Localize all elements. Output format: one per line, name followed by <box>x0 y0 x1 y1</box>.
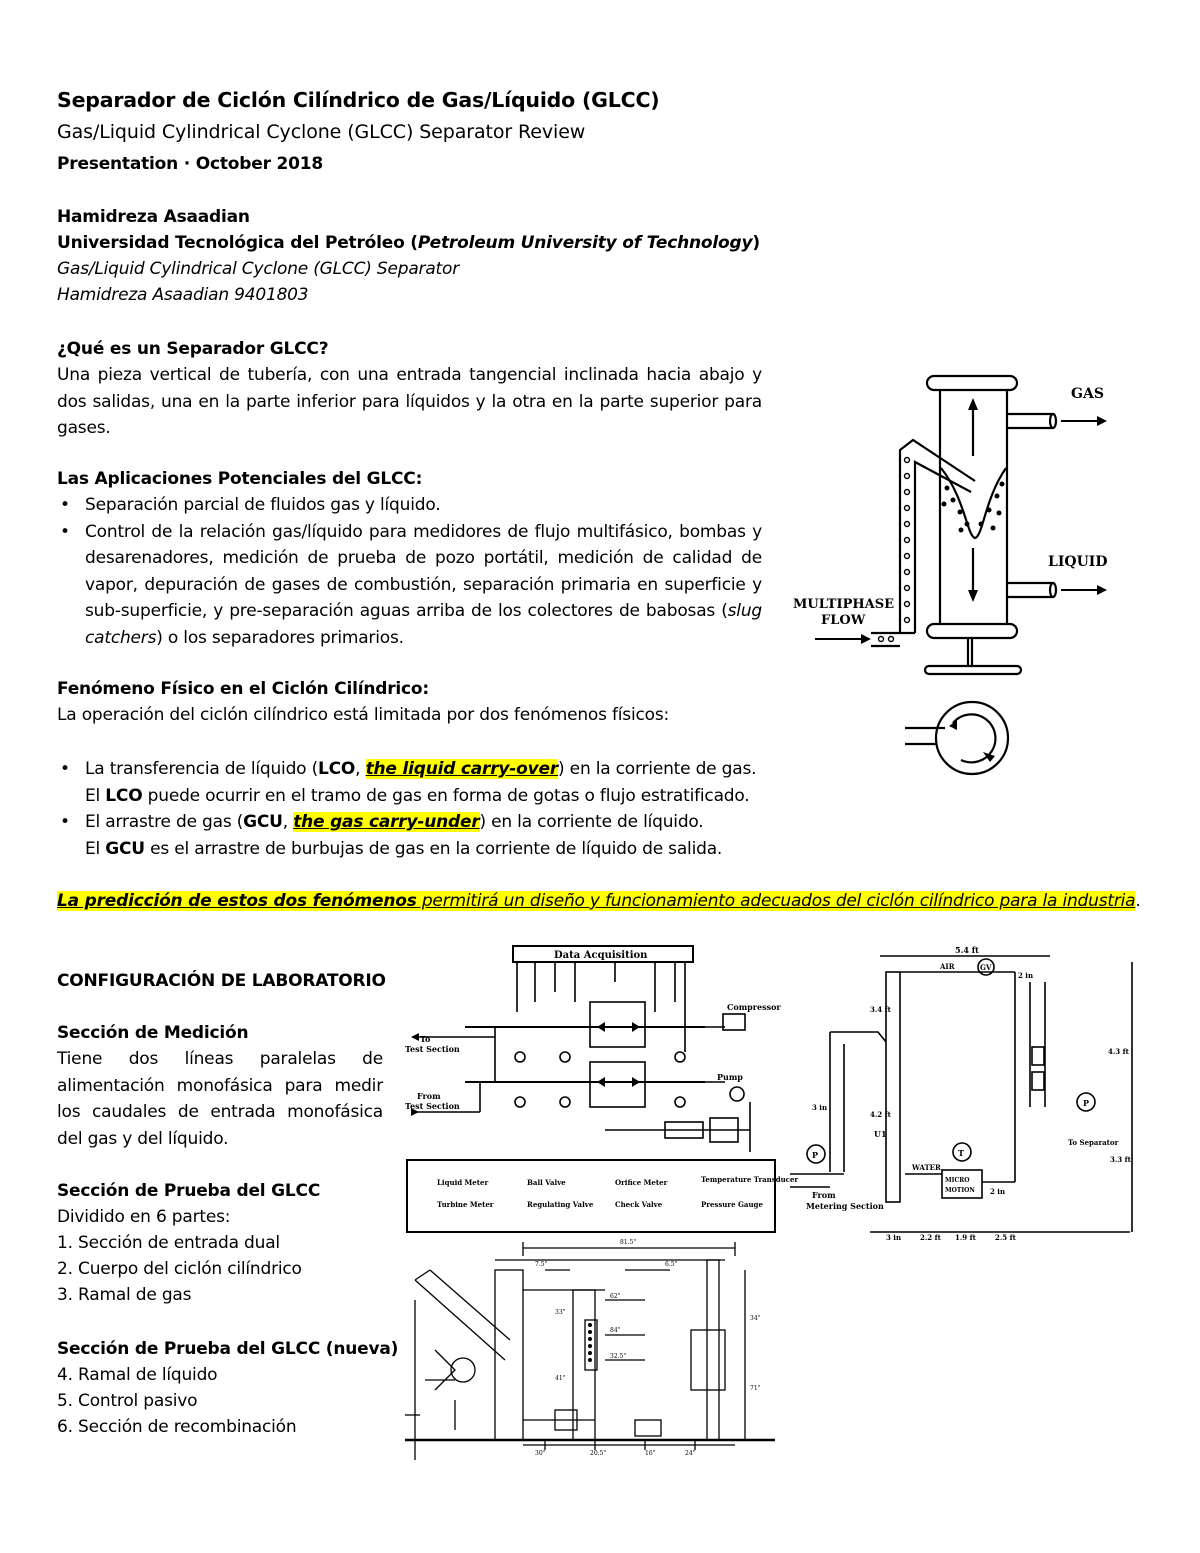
dim-3in: 3 in <box>812 1103 828 1112</box>
micro-label: MICRO <box>945 1177 970 1184</box>
to-separator-label: To Separator <box>1068 1138 1119 1147</box>
flow-label: FLOW <box>821 613 866 628</box>
phenomena-list <box>57 756 756 862</box>
dim-43: 4.3 ft <box>1108 1047 1129 1056</box>
text: El arrastre de gas ( <box>85 812 244 832</box>
list-item <box>57 519 762 652</box>
section-heading-what: ¿Qué es un Separador GLCC? <box>57 339 329 359</box>
motion-label: MOTION <box>945 1187 975 1194</box>
text: ) en la corriente de líquido. <box>479 812 704 832</box>
lco-line-2 <box>85 783 756 810</box>
prediction-bold: La predicción de estos dos fenómenos <box>57 891 417 911</box>
gas-label: GAS <box>1071 386 1104 402</box>
drawing-dimension: 6.5" <box>665 1261 678 1268</box>
lco-highlight: the liquid carry-over <box>365 759 559 779</box>
liquid-label: LIQUID <box>1048 554 1108 570</box>
text: El <box>85 785 106 806</box>
drawing-dimension: 33" <box>555 1309 566 1316</box>
lco-line-1 <box>85 756 756 783</box>
dim-top: 5.4 ft <box>955 945 979 955</box>
section-intro-test: Dividido en 6 partes: <box>57 1207 231 1227</box>
text: , <box>282 812 294 832</box>
part-item: 3. Ramal de gas <box>57 1285 192 1305</box>
multiphase-label: MULTIPHASE <box>793 597 895 612</box>
list-item-text-end: ) o los separadores primarios. <box>156 627 404 648</box>
drawing-dimension: 62" <box>610 1293 621 1300</box>
part-item: 2. Cuerpo del ciclón cilíndrico <box>57 1259 302 1279</box>
part-item: 5. Control pasivo <box>57 1391 198 1411</box>
glcc-schematic-figure <box>785 368 1125 778</box>
drawing-dimension: 30" <box>535 1450 546 1457</box>
list-item <box>57 492 762 519</box>
drawing-dimension: 24" <box>685 1450 696 1457</box>
metering-section-figure <box>405 942 799 1242</box>
author-line-4: Hamidreza Asaadian 9401803 <box>57 285 309 305</box>
dim-34: 3.4 ft <box>870 1005 891 1014</box>
section-heading-applications: Las Aplicaciones Potenciales del GLCC: <box>57 469 423 489</box>
p-gauge-label: P <box>812 1150 819 1160</box>
from-label: From <box>417 1091 441 1101</box>
section-intro-phenomena: La operación del ciclón cilíndrico está limitada por dos fenómenos físicos: <box>57 705 669 725</box>
document-title: Separador de Ciclón Cilíndrico de Gas/Líquido (GLCC) <box>57 88 660 112</box>
drawing-dimension: 16" <box>645 1450 656 1457</box>
p-gauge-label: P <box>1083 1098 1090 1108</box>
lco-abbrev: LCO <box>105 785 143 806</box>
dim-bottom: 3 in <box>886 1233 902 1242</box>
legend-item: Check Valve <box>615 1200 663 1209</box>
section-heading-metering: Sección de Medición <box>57 1023 249 1043</box>
legend-item: Regulating Valve <box>527 1200 594 1209</box>
document-subtitle: Gas/Liquid Cylindrical Cyclone (GLCC) Separator Review <box>57 121 586 143</box>
section-heading-test-new: Sección de Prueba del GLCC (nueva) <box>57 1339 399 1359</box>
list-item <box>57 756 756 809</box>
metering-section-label: Metering Section <box>806 1201 884 1211</box>
from-label: From <box>812 1190 836 1200</box>
prediction-dot: . <box>1135 891 1141 911</box>
dim-2in-b: 2 in <box>990 1187 1006 1196</box>
compressor-label: Compressor <box>727 1002 781 1012</box>
drawing-dimension: 41" <box>555 1375 566 1382</box>
dim-2in: 2 in <box>1018 971 1034 980</box>
text: es el arrastre de burbujas de gas en la corriente de líquido de salida. <box>144 838 723 859</box>
dim-bottom: 2.2 ft <box>920 1233 941 1242</box>
drawing-dimension: 32.5" <box>610 1353 627 1360</box>
drawing-dimension: 71" <box>750 1385 761 1392</box>
list-item-italic: slug catchers <box>85 601 762 648</box>
water-label: WATER <box>912 1163 941 1172</box>
legend-item: Orifice Meter <box>615 1178 668 1187</box>
text: La transferencia de líquido ( <box>85 759 318 779</box>
legend-item: Ball Valve <box>527 1178 566 1187</box>
section-body-metering: Tiene dos líneas paralelas de alimentación monofásica para medir los caudales de entrada monofásica del gas y del líquido. <box>57 1049 383 1149</box>
legend-item: Turbine Meter <box>437 1200 494 1209</box>
legend-item: Liquid Meter <box>437 1178 489 1187</box>
affiliation-close: ) <box>752 233 760 253</box>
affiliation-es: Universidad Tecnológica del Petróleo ( <box>57 233 418 253</box>
glcc-layout-figure <box>790 942 1145 1242</box>
text: puede ocurrir en el tramo de gas en forma de gotas o flujo estratificado. <box>142 785 750 806</box>
drawing-dimension: 20.5" <box>590 1450 607 1457</box>
author-name: Hamidreza Asaadian <box>57 207 250 227</box>
list-item-text: Separación parcial de fluidos gas y líquido. <box>85 495 441 515</box>
gcu-line-2 <box>85 836 756 863</box>
text: El <box>85 838 106 859</box>
to-test-section-label: Test Section <box>405 1044 460 1054</box>
gcu-abbrev: GCU <box>243 812 283 832</box>
legend-item: Pressure Gauge <box>701 1200 763 1209</box>
gcu-line-1 <box>85 809 756 836</box>
to-label: To <box>420 1034 431 1044</box>
dim-33: 3.3 ft <box>1110 1155 1131 1164</box>
author-affiliation <box>57 230 760 257</box>
presentation-date: Presentation · October 2018 <box>57 154 324 174</box>
gv-label: GV <box>980 963 992 972</box>
drawing-dimension: 81.5" <box>620 1239 637 1246</box>
pump-label: Pump <box>717 1072 743 1082</box>
part-item: 4. Ramal de líquido <box>57 1365 218 1385</box>
u1-label: U1 <box>874 1129 887 1139</box>
list-item <box>57 809 756 862</box>
part-item: 1. Sección de entrada dual <box>57 1233 280 1253</box>
dim-bottom: 2.5 ft <box>995 1233 1016 1242</box>
dim-42: 4.2 ft <box>870 1110 891 1119</box>
prediction-paragraph <box>57 888 1142 915</box>
t-gauge-label: T <box>958 1148 964 1158</box>
prediction-rest: permitirá un diseño y funcionamiento adecuados del ciclón cilíndrico para la industria <box>416 891 1136 911</box>
affiliation-en: Petroleum University of Technology <box>417 233 753 253</box>
section-heading-test: Sección de Prueba del GLCC <box>57 1181 321 1201</box>
section-body-what: Una pieza vertical de tubería, con una entrada tangencial inclinada hacia abajo y dos salidas, una en la parte inferior para líquidos y la otra en la parte superior para gases. <box>57 365 762 438</box>
section-heading-lab: CONFIGURACIÓN DE LABORATORIO <box>57 971 386 991</box>
drawing-dimension: 7.5" <box>535 1261 548 1268</box>
gcu-highlight: the gas carry-under <box>293 812 480 832</box>
drawing-dimension: 84" <box>610 1327 621 1334</box>
lco-abbrev: LCO <box>318 759 356 779</box>
dim-bottom: 1.9 ft <box>955 1233 976 1242</box>
gcu-abbrev: GCU <box>105 838 145 859</box>
legend-item: Temperature Transducer <box>701 1175 799 1184</box>
drawing-dimension: 34" <box>750 1315 761 1322</box>
daq-label: Data Acquisition <box>554 950 648 961</box>
air-label: AIR <box>940 962 955 971</box>
applications-list <box>57 492 762 651</box>
from-test-section-label: Test Section <box>405 1101 460 1111</box>
test-section-drawing-figure <box>395 1230 780 1460</box>
author-line-3: Gas/Liquid Cylindrical Cyclone (GLCC) Separator <box>57 259 460 279</box>
text: , <box>355 759 366 779</box>
list-item-text: Control de la relación gas/líquido para medidores de flujo multifásico, bombas y desarenadores, medición de prueba de pozo portátil, medición de calidad de vapor, depuración de gases de combustión, separación primaria en superficie y sub-superficie, y pre-separación aguas arriba de los colectores de babosas ( <box>85 521 762 621</box>
text: ) en la corriente de gas. <box>558 759 757 779</box>
section-heading-phenomena: Fenómeno Físico en el Ciclón Cilíndrico: <box>57 679 429 699</box>
part-item: 6. Sección de recombinación <box>57 1417 297 1437</box>
